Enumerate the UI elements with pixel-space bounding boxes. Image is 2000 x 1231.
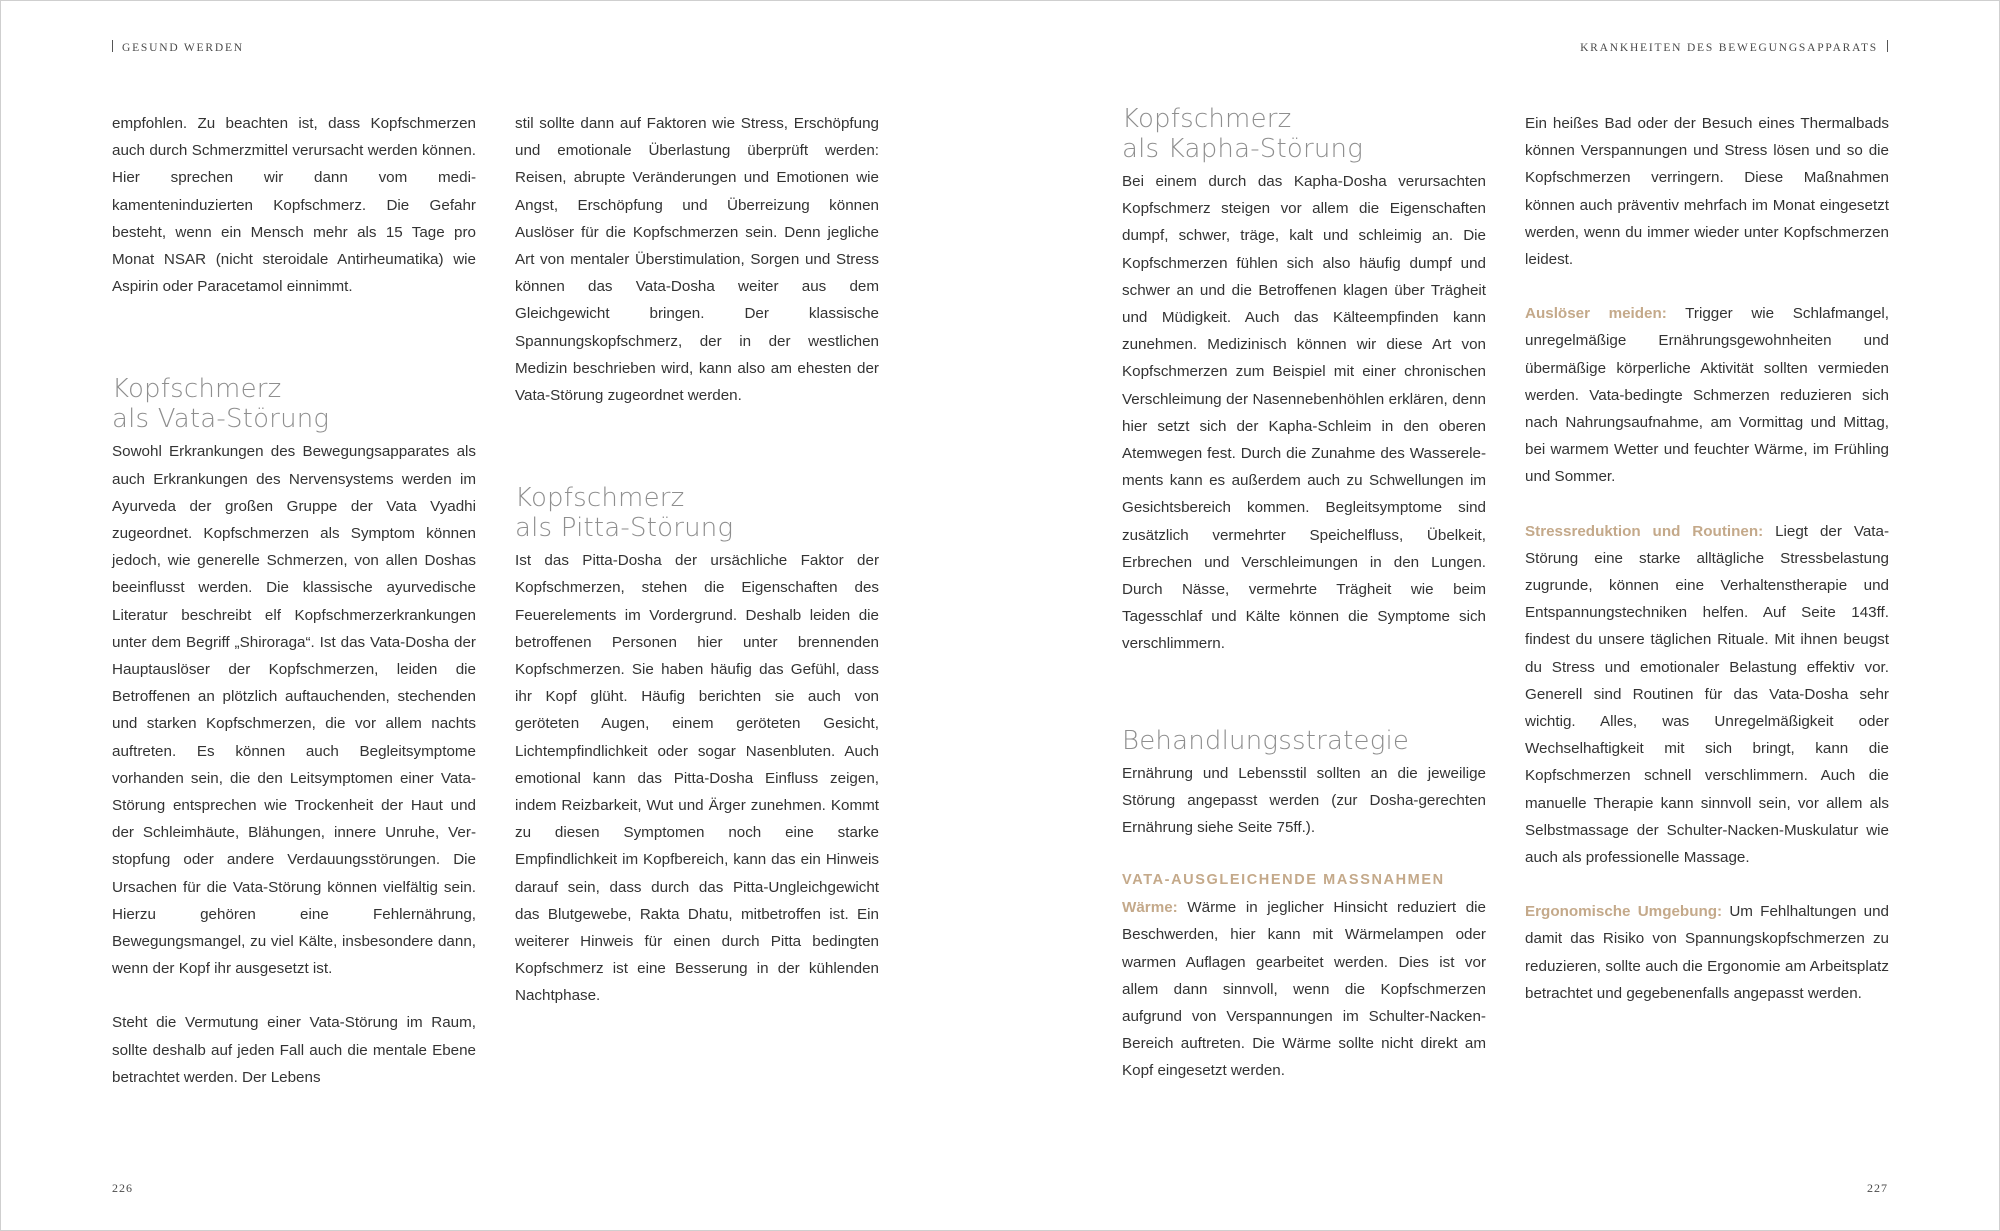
paragraph xyxy=(1122,894,1486,1084)
header-rule xyxy=(1887,40,1888,52)
heading-line: als Pitta-Störung xyxy=(515,513,734,544)
paragraph: Sowohl Erkrankungen des Bewegungsapparates als auch Erkrankungen des Nervensystems werden im Ayurveda der großen Gruppe der Vata Vyadhi zugeordnet. Kopfschmerzen als Symptom können jedoch, wie generelle Schmerzen, von allen Doshas beeinflusst werden. Die klassische ayurvedische Literatur beschreibt elf Kopfschmerzerkrankungen unter dem Begriff „Shiroraga“. Ist das Vata-Dosha der Hauptauslöser der Kopfschmerzen, leiden die Betroffenen an plötzlich auftauchenden, stechenden und starken Kopfschmerzen, die vor allem nachts auftreten. Es können auch Begleitsymptome vorhanden sein, die den Leitsymptomen einer Vata-Störung entsprechen wie Trockenheit der Haut und der Schleimhäute, Blähungen, innere Unruhe, Verstopfung oder andere Verdauungsstörungen. Die Ursachen für die Vata-Störung können vielfältig sein. Hierzu gehören eine Fehlernährung, Bewegungsmangel, zu viel Kälte, insbesondere dann, wenn der Kopf ihr ausgesetzt ist. xyxy=(112,443,476,978)
column-4 xyxy=(1525,110,1889,1007)
running-head-right xyxy=(1580,40,1888,54)
heading-line: als Vata-Störung xyxy=(112,404,330,435)
running-head-right-text: KRANKHEITEN DES BEWEGUNGSAPPARATS xyxy=(1580,42,1878,54)
heading-line: Behandlungsstrategie xyxy=(1122,725,1410,756)
paragraph: Steht die Vermutung einer Vata-Störung im Raum, sollte deshalb auf jeden Fall auch die mentale Ebene betrachtet werden. Der Lebens xyxy=(112,1014,476,1086)
inline-label: Stressreduktion und Routinen: xyxy=(1525,522,1764,540)
paragraph xyxy=(1525,518,1889,872)
column-2 xyxy=(515,110,879,1010)
column-1 xyxy=(112,110,476,1091)
header-rule xyxy=(112,40,113,52)
inline-label: Wärme: xyxy=(1122,899,1178,917)
paragraph-text: Um Fehlhaltungen und damit das Risiko von Spannungskopfschmerzen zu reduzieren, sollte auch die Ergonomie am Arbeitsplatz betrachtet und gegebenenfalls angepasst werden. xyxy=(1525,903,1889,1002)
column-3 xyxy=(1122,104,1486,1085)
paragraph: empfohlen. Zu beachten ist, dass Kopfschmerzen auch durch Schmerzmittel verursacht werden können. Hier sprechen wir dann vom medikamenteninduzierten Kopfschmerz. Die Gefahr besteht, wenn ein Mensch mehr als 15 Tage pro Monat NSAR (nicht steroidale Antirheumatika) wie Aspirin oder Paracetamol einnimmt. xyxy=(112,115,476,296)
paragraph: Bei einem durch das Kapha-Dosha verursachten Kopfschmerz steigen vor allem die Eigenschaften dumpf, schwer, träge, kalt und schleimig an. Die Kopfschmerzen fühlen sich also häufig dumpf und schwer an und die Betroffenen klagen über Trägheit und Müdigkeit. Auch das Kälteempfinden kann zunehmen. Medizinisch können wir diese Art von Kopfschmerzen zum Beispiel mit einer chronischen Verschleimung der Nasennebenhöhlen erklären, denn hier setzt sich der Kapha-Schleim in den oberen Atemwegen fest. Durch die Zunahme des Wasserelements kann es außerdem auch zu Schwellungen im Gesichtsbereich kommen. Begleitsymptome sind zusätzlich vermehrter Speichelfluss, Übelkeit, Erbrechen und Verschleimungen in den Lungen. Durch Nässe, vermehrte Trägheit wie beim Tagesschlaf und Kälte können die Symptome sich verschlimmern. xyxy=(1122,173,1486,653)
paragraph: Ist das Pitta-Dosha der ursächliche Faktor der Kopfschmerzen, stehen die Eigenschaften des Feuerelements im Vordergrund. Deshalb leiden die betroffenen Personen hier unter brennenden Kopfschmerzen. Sie haben häufig das Gefühl, dass ihr Kopf glüht. Häufig berichten sie auch von geröteten Augen, einem geröteten Gesicht, Lichtempfindlichkeit oder sogar Nasenbluten. Auch emotional kann das Pitta-Dosha Einfluss zeigen, indem Reizbarkeit, Wut und Ärger zunehmen. Kommt zu diesen Symptomen noch eine starke Empfindlichkeit im Kopfbereich, kann das ein Hinweis darauf sein, dass durch das Pitta-Ungleichgewicht das Blutgewebe, Rakta Dhatu, mitbetroffen ist. Ein weiterer Hinweis für einen durch Pitta bedingten Kopfschmerz ist eine Besserung in der kühlenden Nachtphase. xyxy=(515,552,879,1005)
paragraph: Ernährung und Lebensstil sollten an die jeweilige Störung angepasst werden (zur Dosha-gerechten Ernährung siehe Seite 75ff.). xyxy=(1122,764,1486,837)
section-heading-treatment xyxy=(1122,726,1486,756)
section-heading-kapha xyxy=(1122,104,1486,164)
heading-line: Kopfschmerz xyxy=(515,483,685,514)
paragraph-text: Trigger wie Schlafmangel, unregelmäßige Ernährungsgewohnheiten und übermäßige körperliche Aktivität sollten vermieden werden. Vata-bedingte Schmerzen reduzieren sich nach Nahrungsaufnahme, am Vormittag und Mittag, bei warmem Wetter und feuchter Wärme, im Frühling und Sommer. xyxy=(1525,305,1889,486)
page-number-left: 226 xyxy=(112,1181,133,1195)
paragraph-text: Liegt der Vata-Störung eine starke alltägliche Stressbelastung zugrunde, können eine Verhaltenstherapie und Entspannungstechniken helfen. Auf Seite 143ff. findest du unsere täglichen Rituale. Mit ihnen beugst du Stress und emotionaler Belastung effektiv vor. Generell sind Routinen für das Vata-Dosha sehr wichtig. Alles, was Unregelmäßigkeit oder Wechselhaftigkeit mit sich bringt, kann die Kopfschmerzen schnell verschlimmern. Auch die manuelle Therapie kann sinnvoll sein, vor allem als Selbstmassage der Schulter-Nacken-Muskulatur wie auch als professionelle Massage. xyxy=(1525,522,1889,867)
section-heading-pitta xyxy=(515,483,879,543)
heading-line: Kopfschmerz xyxy=(1122,104,1292,134)
running-head-left xyxy=(112,40,244,54)
inline-label: Auslöser meiden: xyxy=(1525,305,1667,323)
heading-line: als Kapha-Störung xyxy=(1122,134,1364,164)
paragraph-text: Wärme in jeglicher Hinsicht reduziert die Beschwerden, hier kann mit Wärmelampen oder warmen Auflagen gearbeitet werden. Dies ist vor allem dann sinnvoll, wenn die Kopfschmerzen aufgrund von Verspannungen im Schulter-Nacken-Bereich auftreten. Die Wärme sollte nicht direkt am Kopf eingesetzt werden. xyxy=(1122,899,1486,1080)
inline-label: Ergonomische Umgebung: xyxy=(1525,903,1723,921)
paragraph xyxy=(1525,898,1889,1007)
paragraph: Ein heißes Bad oder der Besuch eines Thermalbads können Verspannungen und Stress lösen und so die Kopfschmerzen verringern. Diese Maßnahmen können auch präventiv mehrfach im Monat eingesetzt werden, wenn du immer wieder unter Kopfschmerzen leidest. xyxy=(1525,115,1889,269)
paragraph: stil sollte dann auf Faktoren wie Stress, Erschöpfung und emotionale Überlastung überprüft werden: Reisen, abrupte Veränderungen und Emotionen wie Angst, Erschöpfung und Überreizung können Auslöser für die Kopfschmerzen sein. Denn jegliche Art von mentaler Überstimulation, Sorgen und Stress können das Vata-Dosha weiter aus dem Gleichgewicht bringen. Der klassische Spannungskopfschmerz, der in der westlichen Medizin beschrieben wird, kann also am ehesten der Vata-Störung zugeordnet werden. xyxy=(515,115,879,405)
page-number-right: 227 xyxy=(1867,1181,1888,1195)
subheading-vata-measures: VATA-AUSGLEICHENDE MASSNAHMEN xyxy=(1122,872,1445,889)
section-heading-vata xyxy=(112,374,476,434)
running-head-left-text: GESUND WERDEN xyxy=(122,42,244,54)
paragraph xyxy=(1525,300,1889,490)
heading-line: Kopfschmerz xyxy=(112,374,282,405)
